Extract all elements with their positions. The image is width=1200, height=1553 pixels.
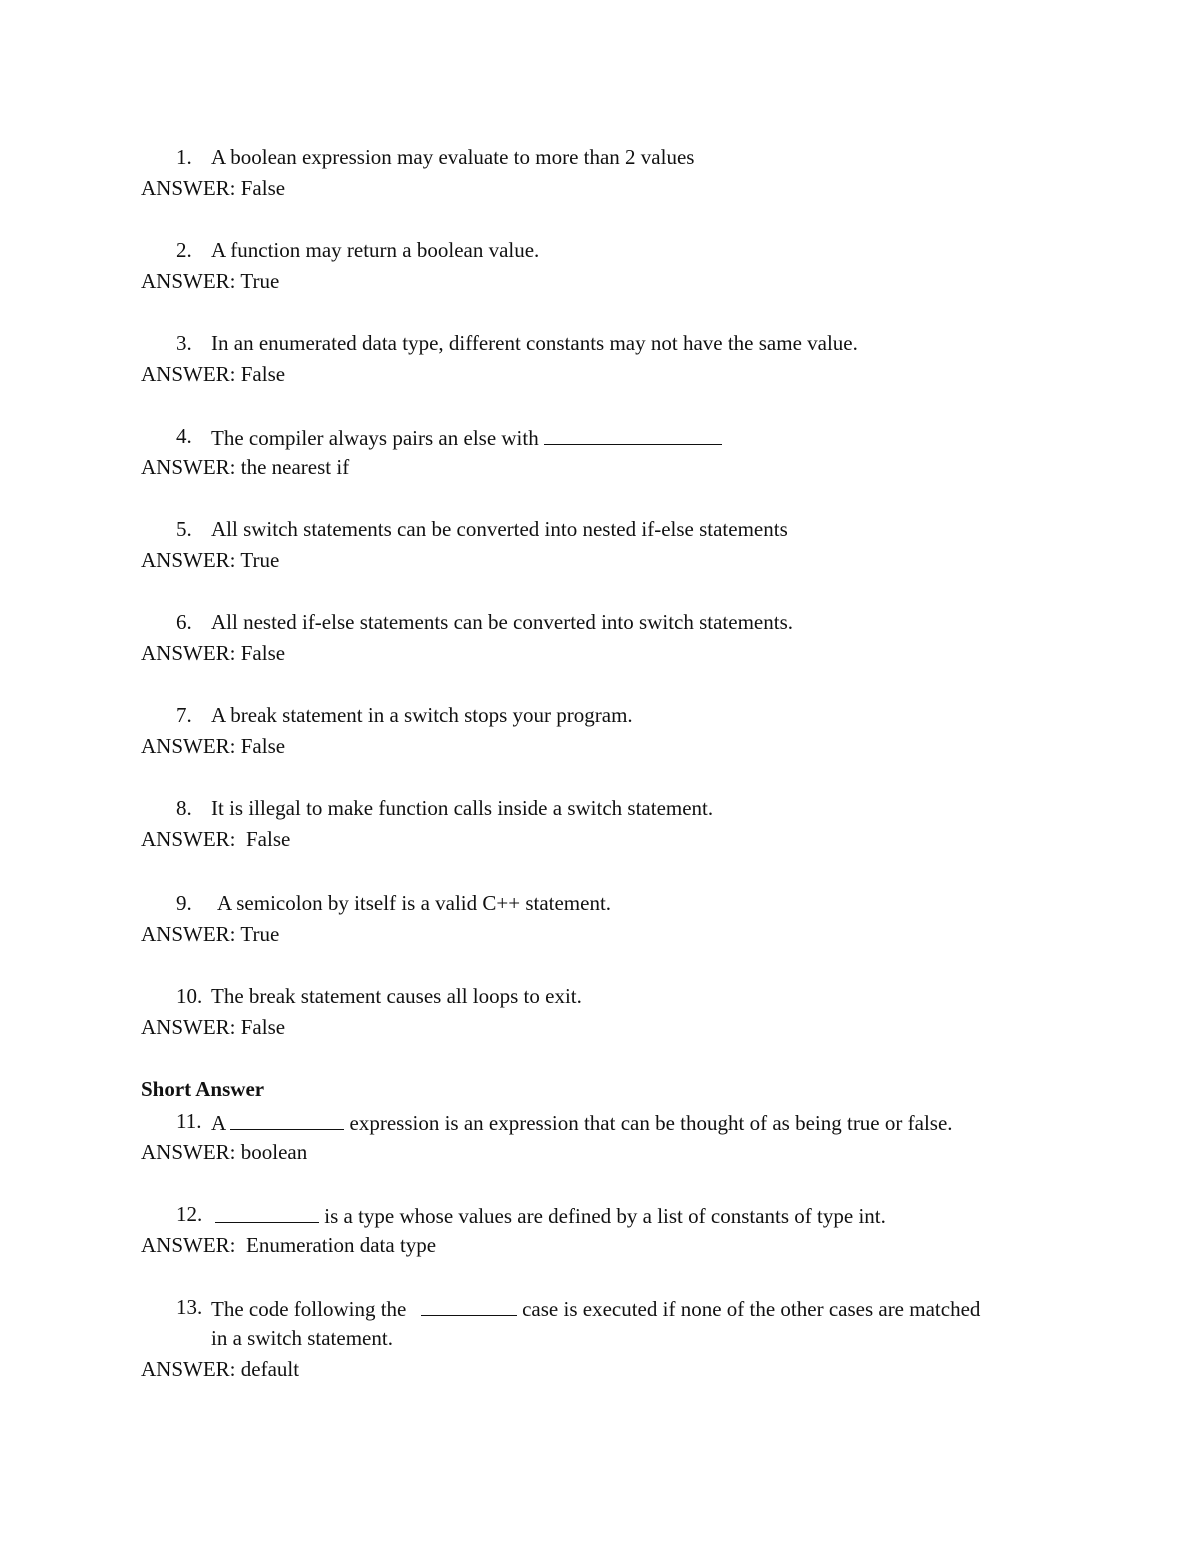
fill-in-blank [215, 1204, 319, 1223]
question-number: 6. [176, 610, 192, 634]
question-text: A boolean expression may evaluate to more than 2 values [211, 145, 695, 169]
answer-text: ANSWER: False [141, 641, 286, 665]
question-text-after: case is executed if none of the other cases are matched [522, 1297, 981, 1321]
fill-in-blank [421, 1297, 517, 1316]
question-text-before: The code following the [211, 1297, 407, 1321]
answer-text: ANSWER: True [141, 922, 280, 946]
question-text: A semicolon by itself is a valid C++ statement. [217, 891, 612, 915]
question-number: 13. [176, 1295, 203, 1319]
question-number: 10. [176, 984, 203, 1008]
question-number: 3. [176, 331, 192, 355]
question-number: 9. [176, 891, 192, 915]
question-text [211, 1297, 980, 1320]
section-heading: Short Answer [141, 1077, 265, 1101]
question-text: All switch statements can be converted into nested if-else statements [211, 517, 788, 541]
answer-text: ANSWER: False [141, 176, 286, 200]
question-text-before: The compiler always pairs an else with [211, 426, 539, 450]
answer-text: ANSWER: the nearest if [141, 455, 350, 479]
answer-text: ANSWER: True [141, 548, 280, 572]
question-text: It is illegal to make function calls inside a switch statement. [211, 796, 714, 820]
question-text-after: expression is an expression that can be thought of as being true or false. [349, 1111, 953, 1135]
question-text [211, 1111, 953, 1134]
answer-text: ANSWER: default [141, 1357, 300, 1381]
answer-text: ANSWER: False [141, 1015, 286, 1039]
question-number: 2. [176, 238, 192, 262]
question-number: 1. [176, 145, 192, 169]
fill-in-blank [544, 426, 722, 445]
question-text: All nested if-else statements can be converted into switch statements. [211, 610, 793, 634]
answer-text: ANSWER: Enumeration data type [141, 1233, 437, 1257]
question-text [215, 1204, 886, 1227]
question-text: The break statement causes all loops to exit. [211, 984, 582, 1008]
question-text: A function may return a boolean value. [211, 238, 540, 262]
question-number: 7. [176, 703, 192, 727]
question-number: 12. [176, 1202, 203, 1226]
question-number: 11. [176, 1109, 202, 1133]
answer-text: ANSWER: True [141, 269, 280, 293]
question-number: 8. [176, 796, 192, 820]
question-number: 4. [176, 424, 192, 448]
answer-text: ANSWER: False [141, 362, 286, 386]
question-text-after: is a type whose values are defined by a list of constants of type int. [324, 1204, 886, 1228]
question-text: In an enumerated data type, different constants may not have the same value. [211, 331, 858, 355]
question-text-continued: in a switch statement. [211, 1326, 393, 1350]
question-text-before: A [211, 1111, 226, 1135]
answer-text: ANSWER: boolean [141, 1140, 308, 1164]
answer-text: ANSWER: False [141, 827, 291, 851]
fill-in-blank [230, 1111, 344, 1130]
answer-text: ANSWER: False [141, 734, 286, 758]
question-number: 5. [176, 517, 192, 541]
question-text [211, 426, 722, 449]
question-text: A break statement in a switch stops your program. [211, 703, 633, 727]
